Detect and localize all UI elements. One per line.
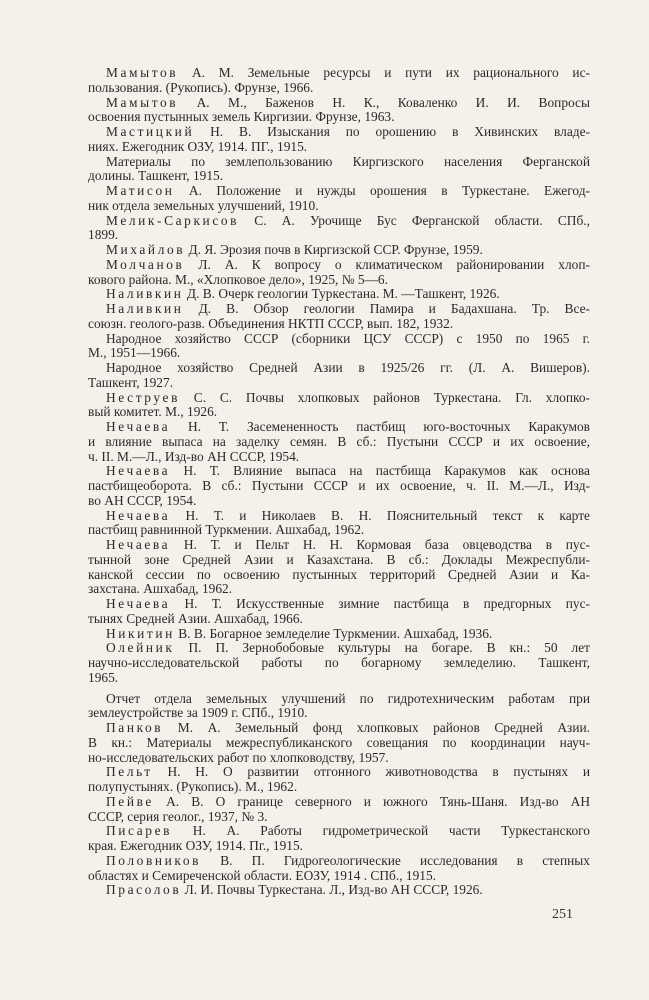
bibliography-entry [88, 155, 590, 185]
entry-author: Панков [106, 720, 164, 735]
entry-author: Мелик-Саркисов [106, 212, 240, 228]
bibliography-entry [88, 597, 590, 627]
entry-author: Мастицкий [106, 124, 195, 139]
bibliography-entry [88, 96, 590, 126]
entry-first-line [88, 332, 590, 347]
entry-first-line [88, 883, 590, 898]
entry-text: Отчет отдела земельных улучшений по гидротехническим работам при [106, 690, 590, 706]
entry-text: М. А. Земельный фонд хлопковых районов Средней Азии. [163, 720, 590, 735]
bibliography-entry [88, 795, 590, 825]
entry-author: Нечаева [106, 419, 171, 434]
entry-continuation-line: и влияние выпаса на заделку семян. В сб.: Пустыни СССР и их освоение, [88, 433, 590, 449]
bibliography-entry [88, 214, 590, 244]
entry-continuation-line: пастбищеоборота. В сб.: Пустыни СССР и их освоение, ч. II. М.—Л., Изд- [88, 478, 590, 493]
entry-author: Наливкин [106, 301, 184, 316]
entry-continuation-line: областях и Семиреченской области. ЕОЗУ, 1914 . СПб., 1915. [88, 867, 437, 883]
entry-continuation-line: 1965. [88, 669, 119, 685]
entry-continuation-line: кового района. М., «Хлопковое дело», 1925, № 5—6. [88, 271, 388, 287]
entry-continuation-line: 1899. [88, 227, 119, 243]
entry-author: Пельт [106, 764, 153, 780]
entry-first-line [88, 464, 590, 479]
entry-text: Л. И. Почвы Туркестана. Л., Изд-во АН СССР, 1926. [181, 882, 483, 898]
bibliography-entry [88, 641, 590, 685]
entry-continuation-line: канской сессии по освоению пустынных территорий Средней Азии и Ка- [88, 566, 590, 582]
bibliography-entry [88, 824, 590, 854]
entry-text: Д. В. Очерк геологии Туркестана. М. —Ташкент, 1926. [183, 286, 500, 302]
entry-first-line [88, 184, 590, 199]
entry-author: Никитин [106, 625, 175, 641]
entry-author: Михайлов [106, 242, 186, 257]
entry-continuation-line: захстана. Ашхабад, 1962. [88, 581, 233, 597]
entry-author: Пейве [106, 793, 154, 809]
bibliography-entry [88, 854, 590, 884]
entry-first-line [88, 854, 590, 869]
entry-continuation-line: ч. II. М.—Л., Изд-во АН СССР, 1954. [88, 448, 300, 464]
entry-author: Олейник [106, 640, 175, 656]
page-number: 251 [552, 907, 573, 922]
entry-text: Н. Т. и Николаев В. Н. Пояснительный текст к карте [170, 507, 590, 523]
bibliography-entry [88, 883, 590, 898]
entry-first-line [88, 627, 590, 642]
entry-text: А. М., Баженов Н. К., Коваленко И. И. Вопросы [178, 94, 590, 110]
entry-continuation-line: ник отдела земельных улучшений, 1910. [88, 197, 319, 213]
entry-author: Мамытов [106, 65, 179, 80]
entry-text: А. М. Земельные ресурсы и пути их рационального ис- [178, 65, 590, 80]
entry-continuation-line: пользования. (Рукопись). Фрунзе, 1966. [88, 79, 314, 95]
entry-continuation-line: но-исследовательских работ по хлопководству, 1957. [88, 749, 389, 765]
bibliography-entry [88, 287, 590, 302]
entry-text: Д. В. Обзор геологии Памира и Бадахшана. Тр. Все- [183, 301, 590, 316]
entry-author: Нечаева [106, 596, 171, 611]
entry-first-line [88, 765, 590, 780]
bibliography-entry [88, 391, 590, 421]
bibliography-entry [88, 420, 590, 464]
entry-first-line [88, 214, 590, 229]
entry-text: С. С. Почвы хлопковых районов Туркестана. Гл. хлопко- [180, 389, 590, 405]
entry-text: В. В. Богарное земледелие Туркмении. Ашхабад, 1936. [174, 625, 493, 641]
entry-continuation-line: научно-исследовательской работы по богарному земледелию. Ташкент, [88, 655, 590, 670]
entry-author: Нечаева [106, 537, 171, 552]
entry-text: Н. Т. и Пельт Н. Н. Кормовая база овцеводства в пус- [170, 537, 590, 552]
entry-text: Народное хозяйство СССР (сборники ЦСУ СССР) с 1950 по 1965 г. [106, 330, 590, 346]
entry-first-line [88, 824, 590, 839]
entry-text: Н. Н. О развитии отгонного животноводства в пустынях и [152, 764, 590, 780]
entry-continuation-line: союзн. геолого-разв. Объединения НКТП СССР, вып. 182, 1932. [88, 315, 454, 331]
bibliography-entry [88, 302, 590, 332]
entry-author: Половников [106, 852, 202, 868]
bibliography-entry [88, 66, 590, 96]
entry-continuation-line: полупустынях. (Рукопись). М., 1962. [88, 779, 298, 794]
entry-first-line [88, 641, 590, 656]
bibliography-entry [88, 332, 590, 362]
entry-author: Матисон [106, 183, 175, 198]
entry-continuation-line: во АН СССР, 1954. [88, 492, 197, 508]
bibliography-entry [88, 184, 590, 214]
entry-continuation-line: СССР, серия геолог., 1937, № 3. [88, 808, 268, 824]
entry-text: Н. Т. Засемененность пастбищ юго-восточных Каракумов [170, 419, 590, 434]
bibliography-entry [88, 243, 590, 258]
entry-text: Л. А. К вопросу о климатическом районировании хлоп- [184, 256, 590, 272]
entry-continuation-line: ниях. Ежегодник ОЗУ, 1914. ПГ., 1915. [88, 138, 308, 154]
entry-first-line [88, 243, 590, 258]
bibliography-entry [88, 361, 590, 391]
bibliography-entry [88, 509, 590, 539]
entry-text: Материалы по землепользованию Киргизского населения Ферганской [106, 153, 590, 169]
entry-text: А. Положение и нужды орошения в Туркестане. Ежегод- [174, 183, 590, 198]
bibliography-entry [88, 692, 590, 722]
bibliography-entry [88, 538, 590, 597]
entry-first-line [88, 538, 590, 553]
bibliography-entry [88, 627, 590, 642]
entry-author: Писарев [106, 823, 173, 839]
bibliography-entry [88, 258, 590, 288]
entry-author: Наливкин [106, 286, 184, 302]
entry-continuation-line: вый комитет. М., 1926. [88, 404, 218, 420]
entry-first-line [88, 391, 590, 406]
entry-first-line [88, 420, 590, 435]
entry-first-line [88, 66, 590, 81]
entry-continuation-line: пастбищ равнинной Туркмении. Ашхабад, 1962. [88, 522, 365, 538]
entry-continuation-line: тынях Средней Азии. Ашхабад, 1966. [88, 610, 303, 626]
entry-text: Д. Я. Эрозия почв в Киргизской ССР. Фрунзе, 1959. [185, 242, 483, 257]
entry-first-line [88, 96, 590, 111]
entry-text: В. П. Гидрогеологические исследования в степных [201, 852, 590, 868]
entry-first-line [88, 361, 590, 376]
entry-text: А. В. О границе северного и южного Тянь-Шаня. Изд-во АН [153, 793, 590, 809]
entry-author: Нечаева [106, 463, 171, 479]
entry-text: Н. Т. Искусственные зимние пастбища в предгорных пус- [170, 596, 590, 611]
entry-text: Народное хозяйство Средней Азии в 1925/26 гг. (Л. А. Вишеров). [106, 360, 590, 375]
entry-text: С. А. Урочище Бус Ферганской области. СПб., [239, 212, 590, 228]
bibliography-entry [88, 464, 590, 508]
bibliography-entry [88, 765, 590, 795]
bibliography-list [88, 66, 590, 898]
entry-first-line [88, 155, 590, 170]
entry-author: Мамытов [106, 94, 179, 110]
entry-first-line [88, 795, 590, 810]
entry-author: Прасолов [106, 882, 182, 898]
entry-continuation-line: края. Ежегодник ОЗУ, 1914. Пг., 1915. [88, 838, 303, 853]
entry-continuation-line: долины. Ташкент, 1915. [88, 168, 224, 184]
entry-first-line [88, 125, 590, 140]
entry-continuation-line: тынной зоне Средней Азии и Казахстана. В сб.: Доклады Межреспубли- [88, 551, 590, 567]
entry-author: Нечаева [106, 507, 171, 523]
entry-author: Молчанов [106, 256, 185, 272]
entry-first-line [88, 302, 590, 317]
entry-first-line [88, 597, 590, 612]
entry-continuation-line: освоения пустынных земель Киргизии. Фрунзе, 1963. [88, 109, 395, 125]
entry-text: Н. А. Работы гидрометрической части Туркестанского [172, 823, 590, 839]
entry-continuation-line: М., 1951—1966. [88, 345, 181, 361]
entry-continuation-line: В кн.: Материалы межреспубликанского совещания по координации науч- [88, 734, 590, 750]
bibliography-entry [88, 125, 590, 155]
entry-first-line [88, 258, 590, 273]
entry-first-line [88, 721, 590, 736]
entry-text: Н. В. Изыскания по орошению в Хивинских владе- [194, 124, 590, 139]
entry-text: Н. Т. Влияние выпаса на пастбища Каракумов как основа [170, 463, 590, 479]
entry-continuation-line: Ташкент, 1927. [88, 374, 174, 390]
entry-author: Неструев [106, 389, 181, 405]
entry-continuation-line: землеустройстве за 1909 г. СПб., 1910. [88, 705, 308, 721]
entry-first-line [88, 692, 590, 707]
bibliography-entry [88, 721, 590, 765]
entry-first-line [88, 287, 590, 302]
entry-first-line [88, 509, 590, 524]
entry-text: П. П. Зернобобовые культуры на богаре. В кн.: 50 лет [174, 640, 590, 656]
